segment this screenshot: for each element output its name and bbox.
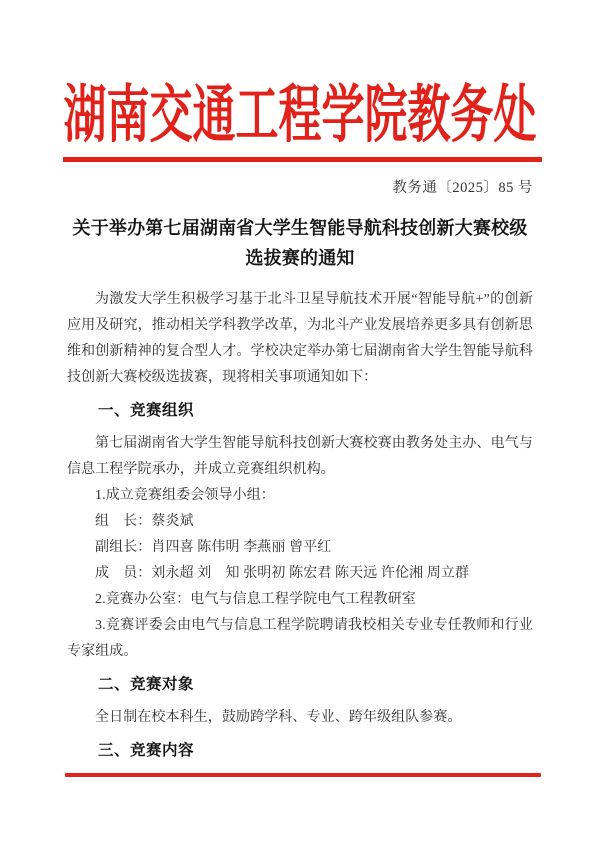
notice-title-line2: 选拔赛的通知 <box>245 248 355 268</box>
roster-deputy-leaders: 副组长：肖四喜 陈伟明 李燕丽 曾平红 <box>95 540 332 555</box>
notice-title-line1: 关于举办第七届湖南省大学生智能导航科技创新大赛校级 <box>72 218 528 238</box>
roster-members: 成 员：刘永超 刘 知 张明初 陈宏君 陈天远 许伦湘 周立群 <box>95 566 470 581</box>
section-1-item-2: 2.竞赛办公室：电气与信息工程学院电气工程教研室 <box>95 592 416 607</box>
agency-name: 湖南交通工程学院教务处 <box>63 81 537 150</box>
section-3-heading: 三、竞赛内容 <box>98 742 195 759</box>
section-2-paragraph: 全日制在校本科生，鼓励跨学科、专业、跨年级组队参赛。 <box>95 710 462 725</box>
roster-leader: 组 长：蔡炎斌 <box>95 514 194 529</box>
notice-title <box>30 213 570 273</box>
section-1-item-1: 1.成立竞赛组委会领导小组： <box>95 488 275 503</box>
section-1-paragraph: 第七届湖南省大学生智能导航科技创新大赛校赛由教务处主办、电气与信息工程学院承办，并成立竞赛组织机构。 <box>67 436 533 477</box>
notice-body <box>67 287 533 771</box>
section-1-item-3: 3.竞赛评委会由电气与信息工程学院聘请我校相关专业专任教师和行业专家组成。 <box>67 618 533 659</box>
section-2-heading: 二、竞赛对象 <box>98 676 195 693</box>
intro-paragraph: 为激发大学生积极学习基于北斗卫星导航技术开展“智能导航+”的创新应用及研究，推动相关学科教学改革，为北斗产业发展培养更多具有创新思维和创新精神的复合型人才。学校决定举办第七届湖南省大学生智能导航科技创新大赛校级选拔赛，现将相关事项通知如下： <box>67 292 533 385</box>
letterhead <box>0 75 600 150</box>
section-1-heading: 一、竞赛组织 <box>98 402 195 419</box>
footer-divider <box>65 773 541 777</box>
letterhead-divider <box>63 157 542 162</box>
document-number: 教务通〔2025〕85 号 <box>392 180 533 196</box>
